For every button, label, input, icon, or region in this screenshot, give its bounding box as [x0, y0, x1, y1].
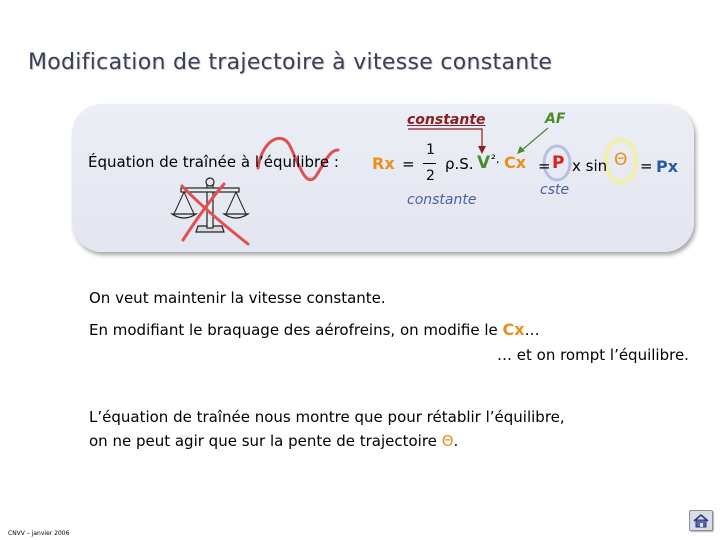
body-line-5-suffix: .: [453, 432, 459, 450]
v-symbol: V: [477, 153, 491, 173]
x-sin-term: x sin: [572, 157, 608, 175]
af-arrow: [517, 128, 548, 154]
footer-text: CNVV – janvier 2006: [8, 530, 70, 537]
body-line-4: L’équation de traînée nous montre que pour rétablir l’équilibre,: [89, 408, 565, 426]
theta-symbol: Θ: [614, 150, 628, 170]
body-line-5-prefix: on ne peut agir que sur la pente de trajectoire: [89, 432, 442, 450]
annotation-cste: cste: [540, 182, 570, 198]
cx-inline: Cx: [502, 320, 525, 339]
rx-symbol: Rx: [372, 154, 395, 173]
rho-s-term: ρ.S.: [445, 155, 474, 173]
body-line-2-suffix: …: [524, 321, 540, 339]
body-line-5: [89, 432, 458, 450]
px-symbol: Px: [656, 157, 679, 176]
p-symbol: P: [552, 153, 565, 173]
fraction-numerator: 1: [426, 142, 435, 158]
page-title: Modification de trajectoire à vitesse constante: [28, 50, 553, 75]
annotation-constante-top: constante: [407, 112, 486, 128]
cx-symbol: Cx: [504, 153, 527, 172]
constante-arrow: [408, 129, 486, 154]
body-line-2-prefix: En modifiant le braquage des aérofreins, on modifie le: [89, 321, 503, 339]
equals-sign-3: =: [640, 157, 653, 175]
annotation-af: AF: [545, 111, 566, 127]
fraction-bar: [423, 163, 436, 164]
equals-sign: =: [402, 155, 415, 173]
theta-inline: Θ: [441, 432, 454, 450]
annotation-constante-bottom: constante: [407, 192, 477, 208]
equation-label: Équation de traînée à l’équilibre :: [88, 153, 339, 171]
home-icon: [690, 511, 712, 530]
body-line-3: … et on rompt l’équilibre.: [497, 346, 689, 364]
fraction-denominator: 2: [426, 168, 435, 184]
body-line-2: [89, 320, 540, 339]
equals-sign-2: =: [538, 157, 551, 175]
home-button[interactable]: [689, 510, 713, 531]
squared-term: ².: [491, 152, 500, 166]
body-line-1: On veut maintenir la vitesse constante.: [89, 289, 386, 307]
